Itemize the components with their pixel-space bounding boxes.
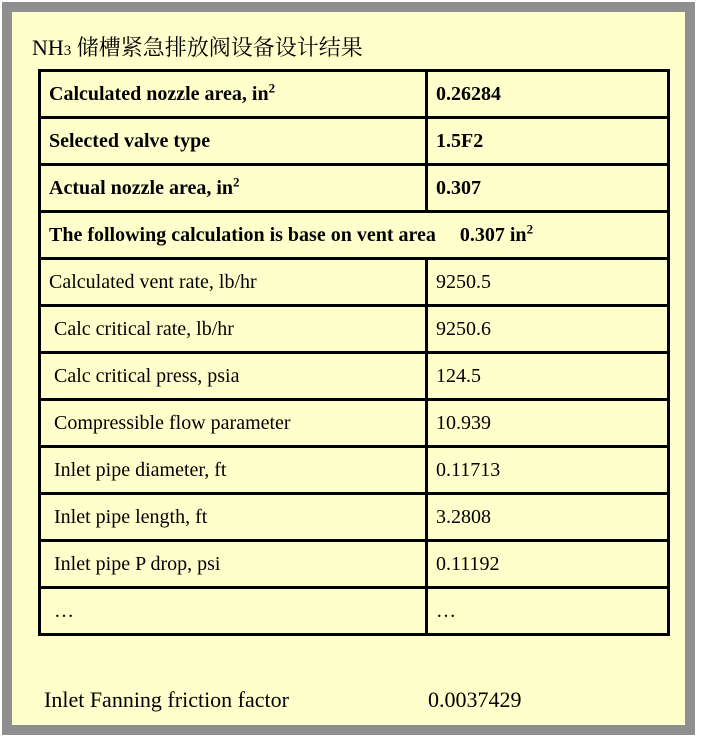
row-label-selected-valve-type: Selected valve type [40,118,427,165]
row-value-calc-critical-press: 124.5 [427,353,669,400]
row-value-inlet-pipe-length: 3.2808 [427,494,669,541]
results-table [38,69,670,636]
title-prefix: NH [32,35,64,60]
row-label-calc-critical-press: Calc critical press, psia [40,353,427,400]
row-label-inlet-pipe-diameter: Inlet pipe diameter, ft [40,447,427,494]
table-row [40,71,669,118]
basis-row-cell [40,212,669,259]
row-value-actual-nozzle-area: 0.307 [427,165,669,212]
row-value-ellipsis: … [427,588,669,635]
row-label-inlet-pipe-p-drop: Inlet pipe P drop, psi [40,541,427,588]
table-row [40,353,669,400]
row-label-ellipsis: … [40,588,427,635]
row-label-calculated-nozzle-area: Calculated nozzle area, $in^2$ [40,71,427,118]
table-row [40,118,669,165]
footer-value-inlet-fanning-friction-factor: 0.0037429 [428,687,522,712]
results-panel [12,12,685,725]
row-value-inlet-pipe-p-drop: 0.11192 [427,541,669,588]
table-row [40,494,669,541]
row-label-compressible-flow-parameter: Compressible flow parameter [40,400,427,447]
outer-frame [2,2,695,735]
table-row-basis [40,212,669,259]
table-row [40,306,669,353]
title-suffix: 储槽紧急排放阀设备设计结果 [71,35,363,60]
row-value-calc-critical-rate: 9250.6 [427,306,669,353]
table-row [40,259,669,306]
row-value-compressible-flow-parameter: 10.939 [427,400,669,447]
footer-label-inlet-fanning-friction-factor: Inlet Fanning friction factor [44,687,289,712]
row-value-selected-valve-type: 1.5F2 [427,118,669,165]
title-subscript: 3 [63,43,72,59]
basis-value: 0.307 $in^2$ [459,220,534,246]
page-title [32,34,363,65]
table-row [40,165,669,212]
table-row [40,588,669,635]
row-value-inlet-pipe-diameter: 0.11713 [427,447,669,494]
row-label-inlet-pipe-length: Inlet pipe length, ft [40,494,427,541]
basis-label: The following calculation is base on vent area [49,223,436,246]
row-value-calculated-nozzle-area: 0.26284 [427,71,669,118]
row-value-calculated-vent-rate: 9250.5 [427,259,669,306]
row-label-actual-nozzle-area: Actual nozzle area, $in^2$ [40,165,427,212]
table-row [40,541,669,588]
table-row [40,447,669,494]
row-label-calc-critical-rate: Calc critical rate, lb/hr [40,306,427,353]
table-row [40,400,669,447]
row-label-calculated-vent-rate: Calculated vent rate, lb/hr [40,259,427,306]
